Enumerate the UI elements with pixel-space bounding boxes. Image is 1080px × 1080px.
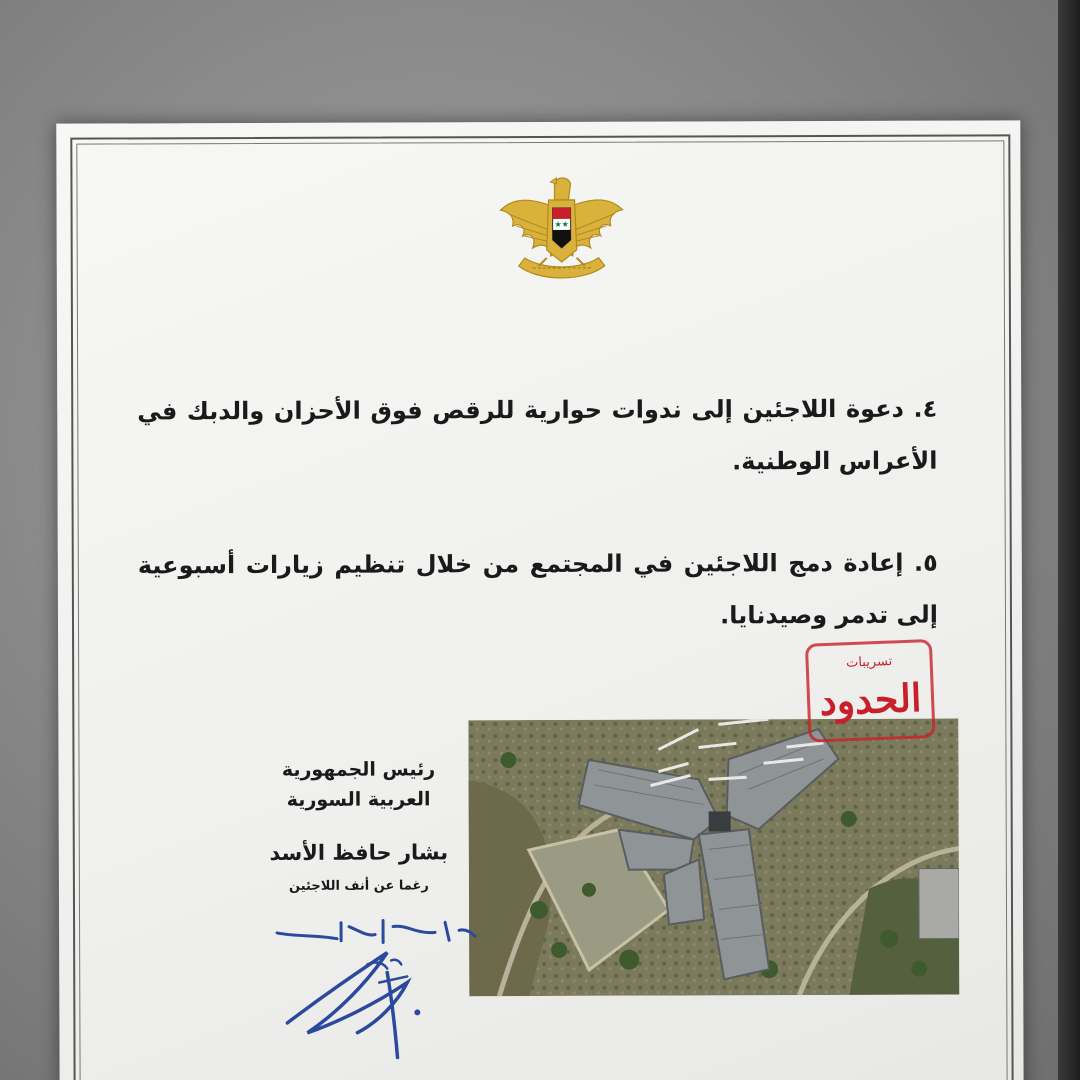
signatory-note: رغما عن أنف اللاجئين (288, 878, 429, 894)
leaks-stamp (802, 636, 938, 745)
satellite-prison-photo (468, 719, 959, 997)
background-edge (1058, 0, 1080, 1080)
stamp-small-text: تسريبات (845, 653, 893, 671)
svg-text:★★: ★★ (554, 219, 569, 229)
signatory-name: بشار حافظ الأسد (269, 840, 449, 865)
paragraph-item-5: ٥. إعادة دمج اللاجئين في المجتمع من خلال تنظيم زيارات أسبوعية إلى تدمر وصيدنايا. (137, 548, 939, 630)
signatory-title-line-1: رئيس الجمهورية (281, 758, 436, 781)
stamp-big-text: الحدود (818, 674, 923, 724)
document-page (56, 120, 1023, 1080)
handwritten-signature-icon (267, 912, 478, 1063)
paragraph-item-4: ٤. دعوة اللاجئين إلى ندوات حوارية للرقص فوق الأحزان والدبك في الأعراس الوطنية. (137, 394, 938, 476)
signatory-title (248, 754, 468, 815)
syrian-eagle-emblem-icon (498, 170, 624, 290)
signatory-title-line-2: العربية السورية (286, 788, 431, 811)
